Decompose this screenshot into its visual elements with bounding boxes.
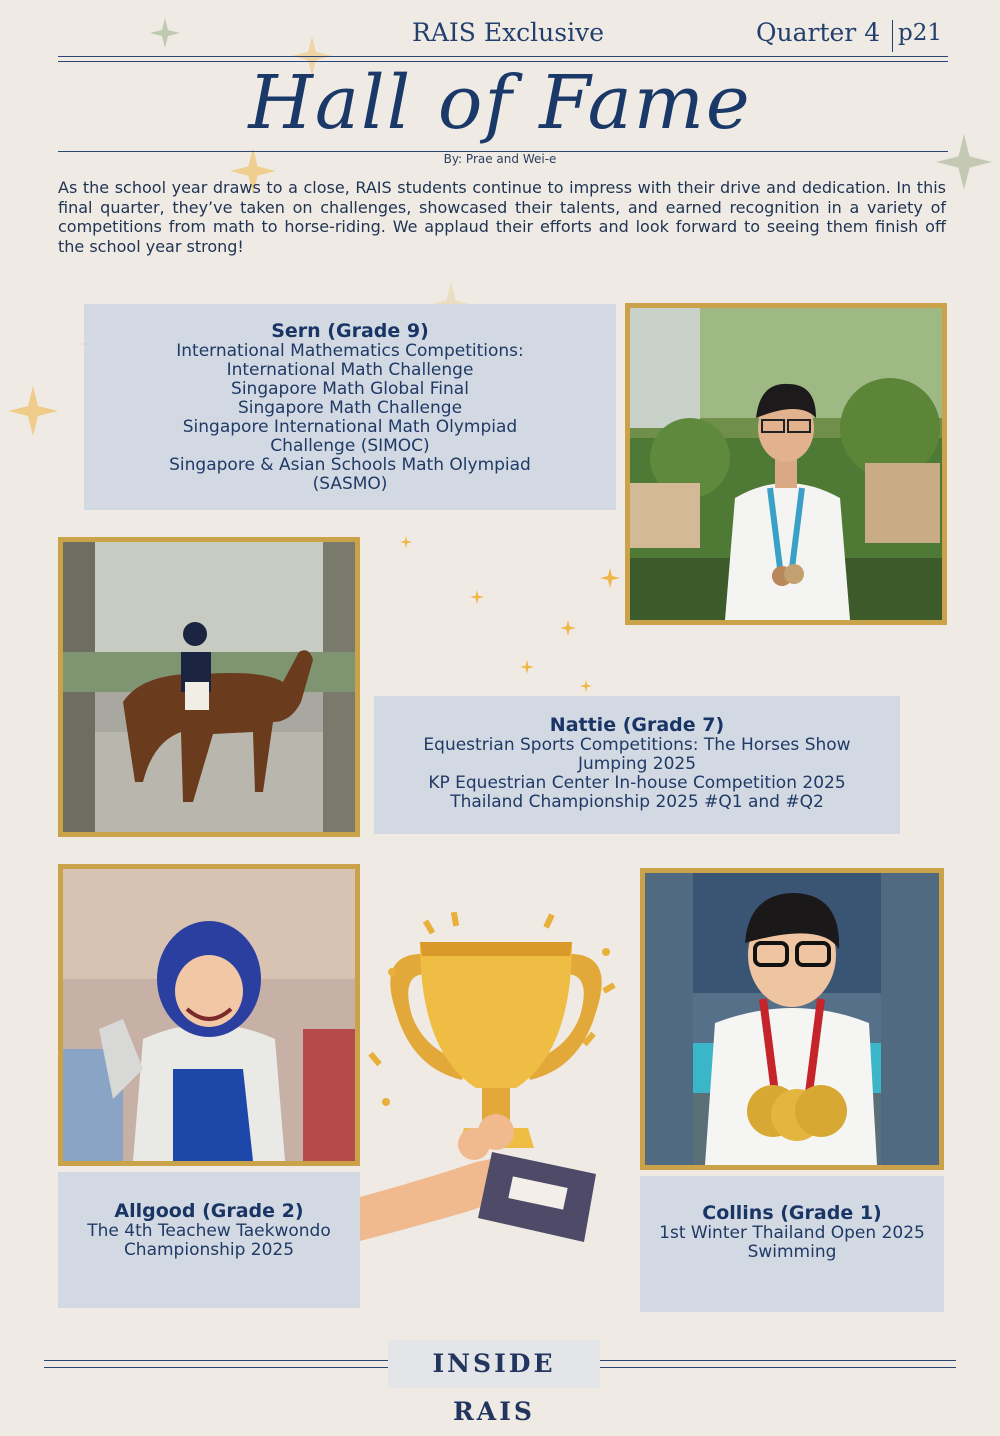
- student-name: Nattie (Grade 7): [549, 714, 725, 736]
- award-line: Equestrian Sports Competitions: The Horses Show: [423, 735, 851, 755]
- award-line: Thailand Championship 2025 #Q1 and #Q2: [450, 792, 824, 812]
- award-line: International Math Challenge: [226, 360, 474, 380]
- sparkle-icon: [560, 620, 576, 636]
- footer-rule-left: [44, 1360, 390, 1368]
- sparkle-icon: [580, 680, 592, 692]
- award-card-sern: [84, 304, 616, 510]
- photo-sern: [625, 303, 947, 625]
- award-card-nattie: [374, 696, 900, 834]
- student-name: Collins (Grade 1): [702, 1202, 882, 1224]
- footer-title: INSIDE RAIS: [388, 1340, 600, 1388]
- intro-paragraph: As the school year draws to a close, RAIS students continue to impress with their drive and dedication. In this final quarter, they’ve taken on challenges, showcased their talents, and earned recognition in a variety of competitions from math to horse-riding. We applaud their efforts and look forward to seeing them finish off the school year strong!: [58, 178, 946, 256]
- page-number: p21: [898, 20, 942, 46]
- top-rule: [58, 56, 948, 57]
- page-title: Hall of Fame: [248, 60, 752, 146]
- photo-nattie: [58, 537, 360, 837]
- trophy-icon: [356, 912, 640, 1258]
- footer-rule-right: [598, 1360, 956, 1368]
- award-line: Championship 2025: [123, 1240, 295, 1260]
- byline: By: Prae and Wei-e: [443, 152, 557, 166]
- photo-allgood: [58, 864, 360, 1166]
- award-line: Singapore & Asian Schools Math Olympiad: [169, 455, 531, 475]
- award-line: (SASMO): [312, 474, 388, 494]
- header-section-label: RAIS Exclusive: [412, 18, 605, 47]
- header-divider: [892, 20, 893, 52]
- sparkle-icon: [520, 660, 534, 674]
- award-line: Singapore International Math Olympiad: [182, 417, 518, 437]
- award-line: 1st Winter Thailand Open 2025: [659, 1223, 925, 1243]
- award-line: KP Equestrian Center In-house Competition 2025: [428, 773, 846, 793]
- award-line: The 4th Teachew Taekwondo: [87, 1221, 331, 1241]
- award-line: Singapore Math Challenge: [237, 398, 463, 418]
- header-quarter: Quarter 4: [756, 18, 881, 47]
- award-line: Swimming: [747, 1242, 837, 1262]
- award-line: Challenge (SIMOC): [270, 436, 430, 456]
- award-card-allgood: [58, 1172, 360, 1308]
- award-line: Jumping 2025: [577, 754, 697, 774]
- sparkle-icon: [150, 18, 180, 48]
- sparkle-icon: [470, 590, 484, 604]
- student-name: Allgood (Grade 2): [114, 1200, 304, 1222]
- photo-collins: [640, 868, 944, 1170]
- sparkle-icon: [600, 568, 620, 588]
- award-line: Singapore Math Global Final: [231, 379, 469, 399]
- award-card-collins: [640, 1176, 944, 1312]
- sparkle-icon: [400, 536, 412, 548]
- sparkle-icon: [8, 386, 58, 436]
- award-line: International Mathematics Competitions:: [176, 341, 524, 361]
- student-name: Sern (Grade 9): [271, 320, 429, 342]
